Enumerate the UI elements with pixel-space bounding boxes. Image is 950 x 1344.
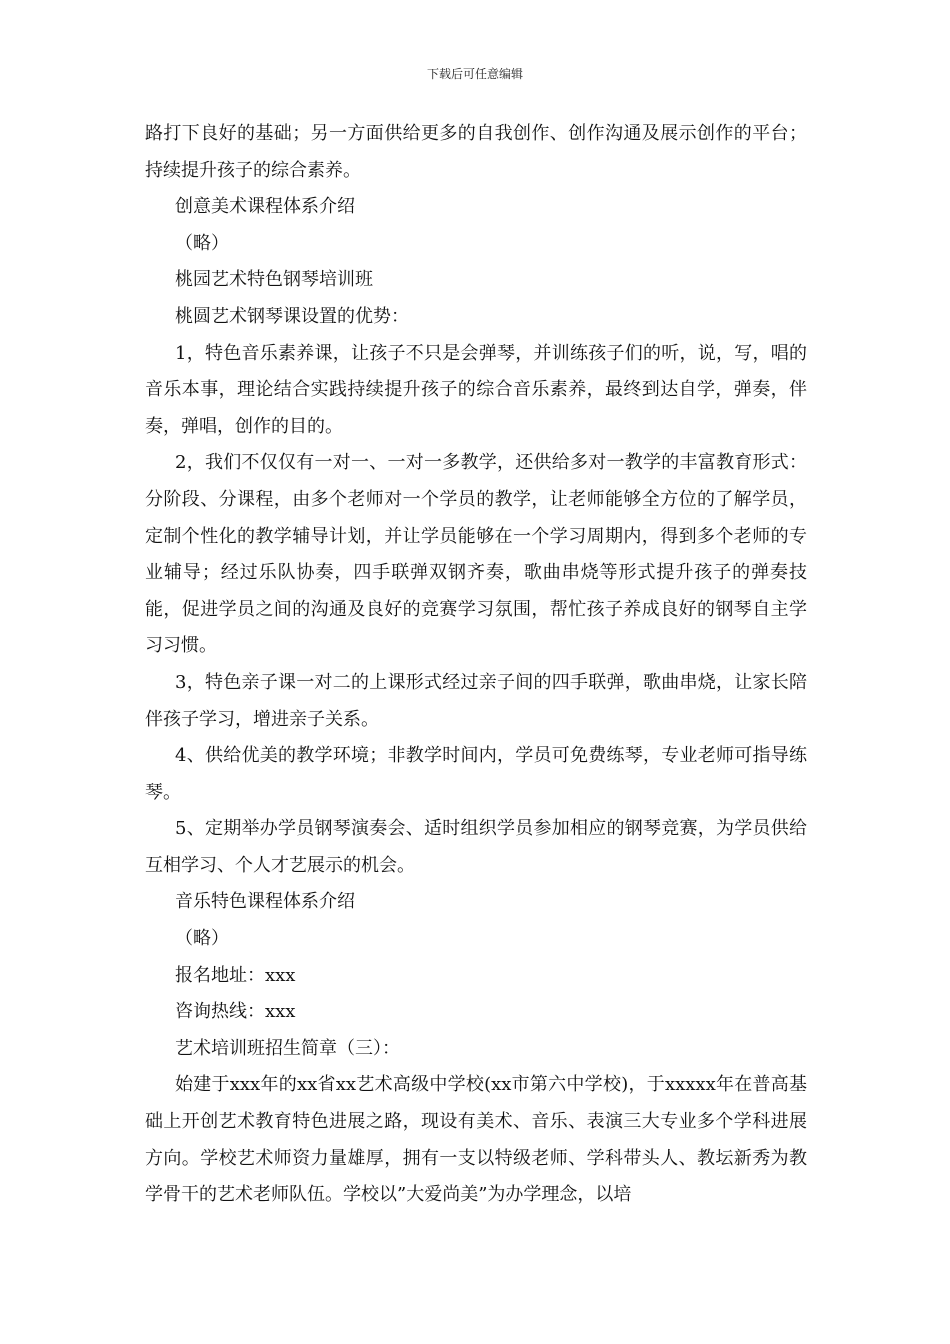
document-body <box>145 116 807 1214</box>
section-heading-piano-class: 桃园艺术特色钢琴培训班 <box>175 269 373 291</box>
list-item: 5、定期举办学员钢琴演奏会、适时组织学员参加相应的钢琴竞赛，为学员供给互相学习、个人才艺展示的机会。 <box>145 818 807 876</box>
paragraph: （略） <box>175 232 229 254</box>
list-item: 4、供给优美的教学环境；非教学时间内，学员可免费练琴，专业老师可指导练琴。 <box>145 745 807 803</box>
paragraph: 路打下良好的基础；另一方面供给更多的自我创作、创作沟通及展示创作的平台；持续提升孩子的综合素养。 <box>145 123 807 181</box>
section-heading-art-course: 创意美术课程体系介绍 <box>175 196 355 218</box>
list-item: 3，特色亲子课一对二的上课形式经过亲子间的四手联弹，歌曲串烧，让家长陪伴孩子学习，增进亲子关系。 <box>145 671 807 730</box>
registration-address: 报名地址：xxx <box>175 964 296 986</box>
page-header: 下载后可任意编辑 <box>426 67 523 81</box>
paragraph: 桃圆艺术钢琴课设置的优势： <box>175 305 409 327</box>
section-heading-music-course: 音乐特色课程体系介绍 <box>175 891 355 913</box>
section-heading-enrollment: 艺术培训班招生简章（三）： <box>175 1037 400 1059</box>
list-item: 1，特色音乐素养课，让孩子不只是会弹琴，并训练孩子们的听，说，写，唱的音乐本事，理论结合实践持续提升孩子的综合音乐素养，最终到达自学，弹奏，伴奏，弹唱，创作的目的。 <box>145 342 807 437</box>
consultation-hotline: 咨询热线：xxx <box>175 1001 296 1023</box>
paragraph: （略） <box>175 928 229 950</box>
paragraph: 始建于xxx年的xx省xx艺术高级中学校(xx市第六中学校)，于xxxxx年在普高基础上开创艺术教育特色进展之路，现设有美术、音乐、表演三大专业多个学科进展方向。学校艺术师资力量雄厚，拥有一支以特级老师、学科带头人、教坛新秀为教学骨干的艺术老师队伍。学校以”大爱尚美”为办学理念，以培 <box>145 1074 807 1206</box>
list-item: 2，我们不仅仅有一对一、一对一多教学，还供给多对一教学的丰富教育形式：分阶段、分课程，由多个老师对一个学员的教学，让老师能够全方位的了解学员，定制个性化的教学辅导计划，并让学员能够在一个学习周期内，得到多个老师的专业辅导；经过乐队协奏，四手联弹双钢齐奏，歌曲串烧等形式提升孩子的弹奏技能，促进学员之间的沟通及良好的竞赛学习氛围，帮忙孩子养成良好的钢琴自主学习习惯。 <box>145 452 807 657</box>
